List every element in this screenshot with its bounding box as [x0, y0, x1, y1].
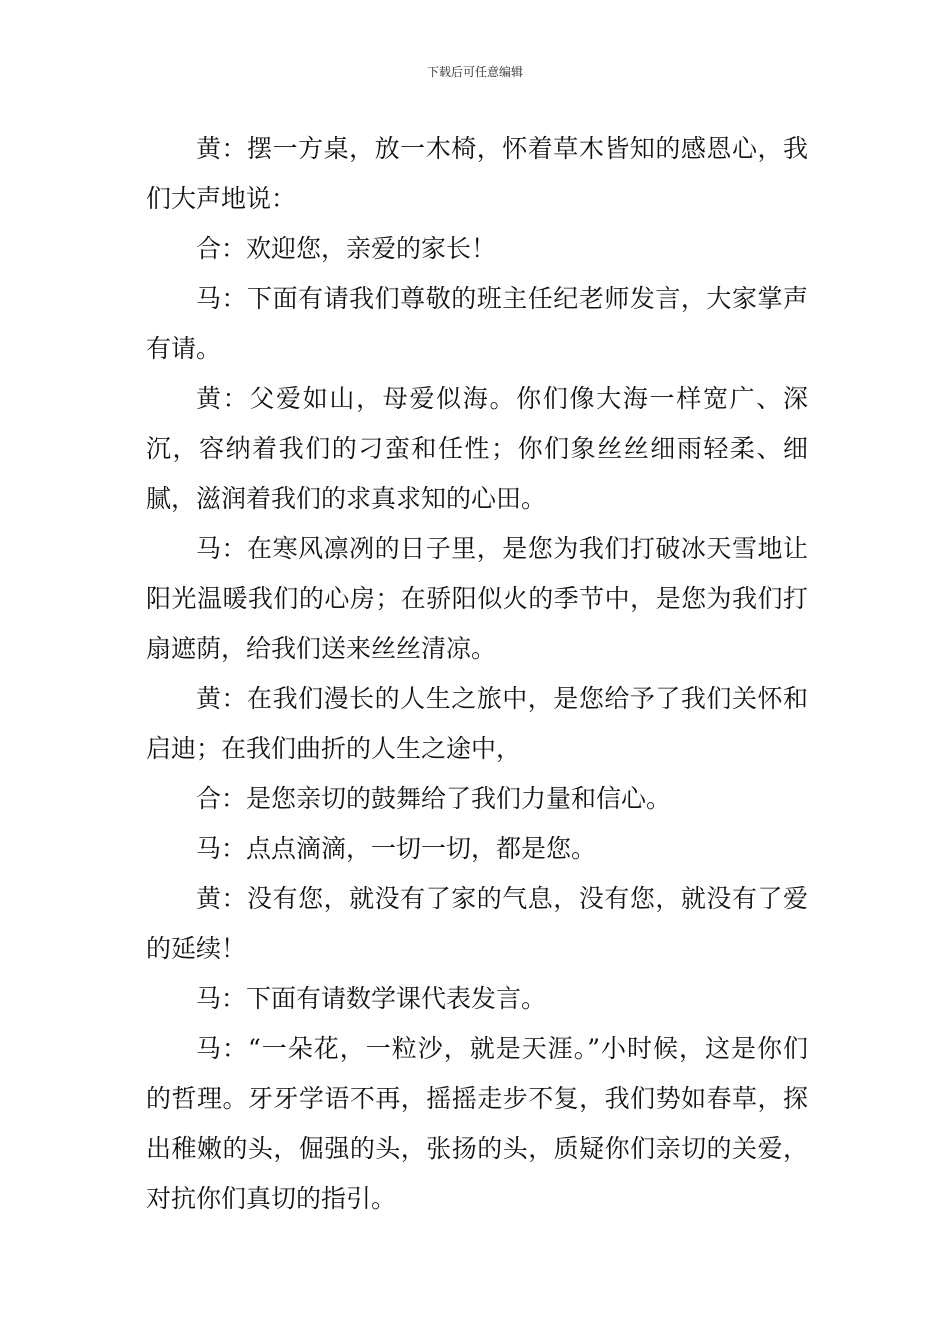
paragraph: 合：欢迎您，亲爱的家长！: [196, 234, 497, 263]
paragraph: 马：下面有请数学课代表发言。: [196, 984, 547, 1013]
paragraph: 马：在寒风凛冽的日子里，是您为我们打破冰天雪地让阳光温暖我们的心房；在骄阳似火的季节中，是您为我们打扇遮荫，给我们送来丝丝清凉。: [146, 534, 808, 663]
document-body: [146, 124, 808, 1224]
paragraph: 黄：摆一方桌，放一木椅，怀着草木皆知的感恩心，我们大声地说：: [146, 134, 808, 213]
paragraph: 马：点点滴滴，一切一切，都是您。: [196, 834, 597, 863]
paragraph: 合：是您亲切的鼓舞给了我们力量和信心。: [196, 784, 672, 813]
paragraph: 马：“一朵花，一粒沙，就是天涯。”小时候，这是你们的哲理。牙牙学语不再，摇摇走步不复，我们势如春草，探出稚嫩的头，倔强的头，张扬的头，质疑你们亲切的关爱，对抗你们真切的指引。: [146, 1034, 808, 1213]
paragraph: 黄：没有您，就没有了家的气息，没有您，就没有了爱的延续！: [146, 884, 808, 963]
page-header: 下载后可任意编辑: [426, 65, 523, 79]
paragraph: 马：下面有请我们尊敬的班主任纪老师发言，大家掌声有请。: [146, 284, 808, 363]
paragraph: 黄：在我们漫长的人生之旅中，是您给予了我们关怀和启迪；在我们曲折的人生之途中，: [146, 684, 808, 763]
paragraph: 黄：父爱如山，母爱似海。你们像大海一样宽广、深沉，容纳着我们的刁蛮和任性；你们象丝丝细雨轻柔、细腻，滋润着我们的求真求知的心田。: [146, 384, 808, 513]
